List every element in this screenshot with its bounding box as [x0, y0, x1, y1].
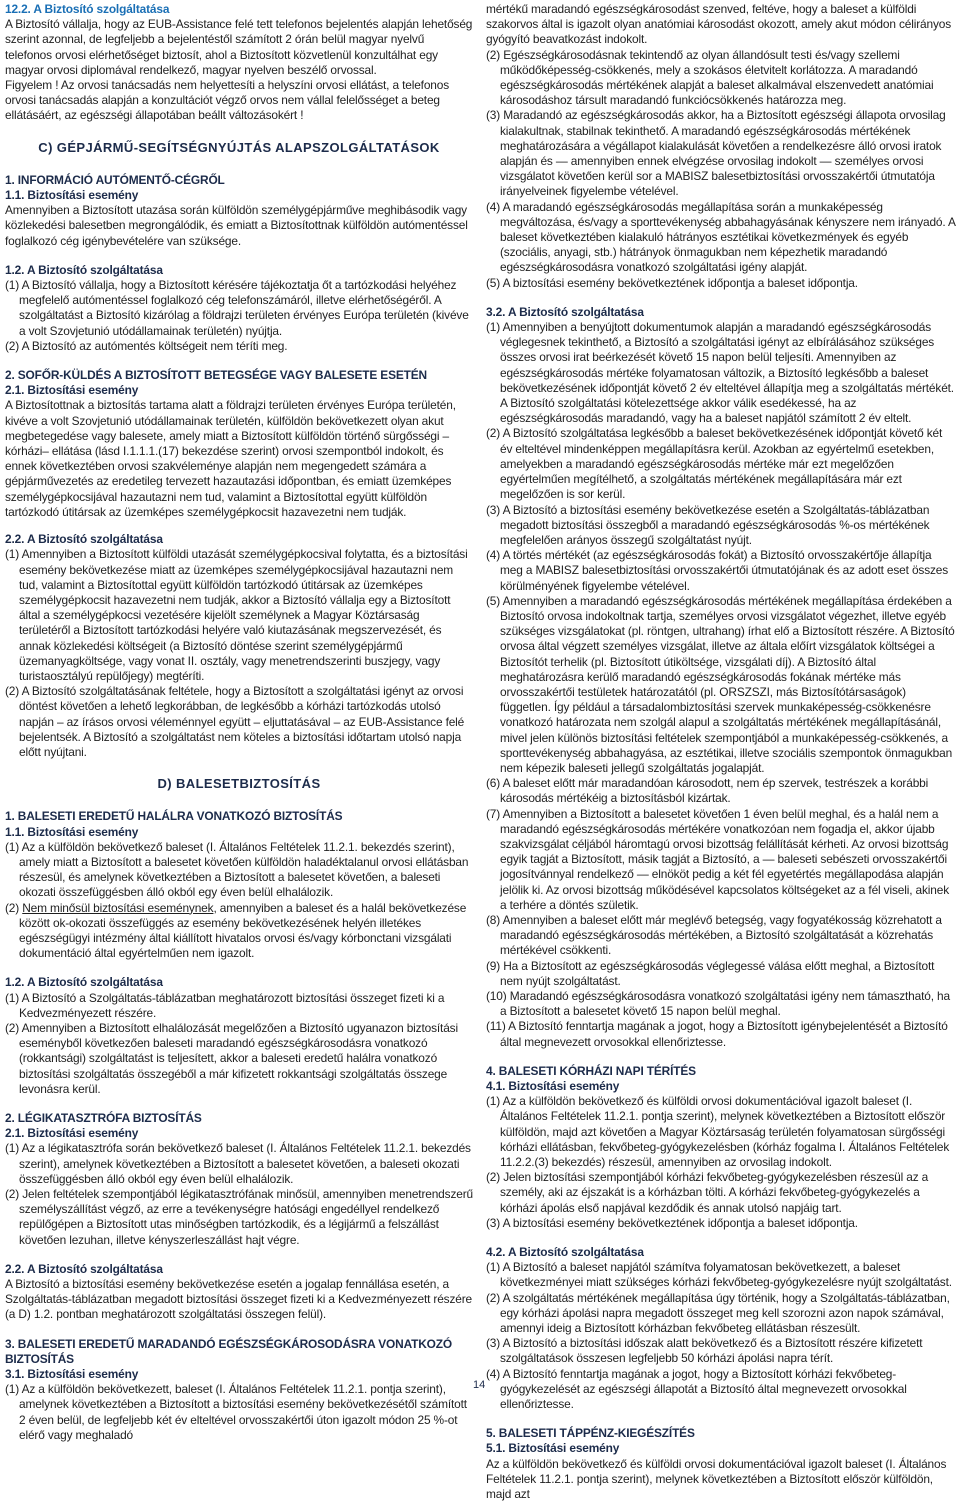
section-heading: 12.2. A Biztosító szolgáltatása [5, 2, 170, 16]
list-item: (10) Maradandó egészségkárosodásra vonatkozó szolgáltatási igény nem támasztható, ha a Biztosított a balesetet követő 15 napon belül meghal. [486, 989, 950, 1019]
subsection-title: 1.1. Biztosítási esemény [5, 824, 139, 839]
list-item: (1) Az a külföldön bekövetkező baleset (I. Általános Feltételek 11.2.1. bekezdés szerint), amely miatt a Biztosított a balesetet követően külföldön haladéktalanul orvosi ellátásban részesül, és amelynek következtében a Biztosított a balesetet követően, a baleseti okozati összefüggésben álló okból egy éven belül elhalálozik. [5, 839, 469, 900]
section-title: 5. BALESETI TÁPPÉNZ-KIEGÉSZÍTÉS [486, 1426, 695, 1441]
list-item: (2) Amennyiben a Biztosított elhalálozását megelőzően a Biztosító ugyanazon biztosítási eseményből következően baleseti maradandó egészségkárosodásra vonatkozó (rokkantsági) szolgáltatást is teljesített, akkor a baleseti eredetű halálra vonatkozó biztosítási szolgáltatás összegéből a már kifizetett rokkantsági szolgáltatás összege levonásra kerül. [5, 1020, 458, 1096]
subsection-title: 3.1. Biztosítási esemény [5, 1367, 139, 1382]
chapter-title-c: C) GÉPJÁRMŰ-SEGÍTSÉGNYÚJTÁS ALAPSZOLGÁLTATÁSOK [38, 139, 440, 155]
subsection-title: 2.2. A Biztosító szolgáltatása [5, 1261, 163, 1276]
list-item: (1) A Biztosító a baleset napjától számítva folyamatosan bekövetkezett, a baleset következményei miatt szükséges kórházi fekvőbeteg-gyógykezelésre nyújt szolgáltatást. [486, 1260, 952, 1290]
subsection-title: 2.1. Biztosítási esemény [5, 1126, 139, 1141]
item-rest: , amennyiben a baleset és a halál bekövetkezése között ok-okozati összefüggés az esemény bekövetkezésének helyén illetékes egészségügyi intézmény által kiállított hivatalos orvosi és/vagy kórbonctani vizsgálati dokumentáció által egyértelműen nem igazolt. [19, 900, 467, 961]
list-item: (4) A törtés mértékét (az egészségkárosodás fokát) a Biztosító orvosszakértője állapítja meg a MABISZ balesetbiztosítási orvosszakértői útmutatójának és az adott eset összes körülményének figyelembe vételével. [486, 548, 949, 593]
subsection-title: 1.1. Biztosítási esemény [5, 188, 139, 203]
list-item: (3) A biztosítási esemény bekövetkeztének időpontja a baleset időpontja. [486, 1215, 858, 1230]
subsection-title: 1.2. A Biztosító szolgáltatása [5, 975, 163, 990]
list-item: (4) A Biztosító fenntartja magának a jogot, hogy a Biztosított kórházi fekvőbeteg-gyógykezelését az egészségi állapotát a Biztosító által megnevezett orvosokkal ellenőriztesse. [486, 1366, 907, 1412]
list-item: (2) A Biztosító az autómentés költségeit nem téríti meg. [5, 338, 288, 353]
list-item: (1) A Biztosító a Szolgáltatás-táblázatban meghatározott biztosítási összeget fizeti ki a Kedvezményezett részére. [5, 990, 445, 1020]
section-title: 4. BALESETI KÓRHÁZI NAPI TÉRÍTÉS [486, 1063, 696, 1078]
list-item: (1) Az a légikatasztrófa során bekövetkező baleset (I. Általános Feltételek 11.2.1. bekezdés szerint), amelynek következtében a Biztosított a balesetet követően, a baleseti okozati összefüggésben álló okból egy éven belül elhalálozik. [5, 1141, 471, 1186]
section-title: 1. BALESETI EREDETŰ HALÁLRA VONATKOZÓ BIZTOSÍTÁS [5, 809, 343, 824]
list-item: (3) Maradandó az egészségkárosodás akkor, ha a Biztosított egészségi állapota orvosilag kialakultnak, stabilnak tekinthető. A maradandó egészségkárosodás mértékének meghatározására a végállapot kialakulását követően a rendelkezésre álló orvosi iratok alapján és — amennyiben ennek elvégzése orvosilag indokolt — személyes orvosi vizsgálatot követően kerül sor a MABISZ balesetbiztosítási orvosszakértői útmutatója irányelveinek figyelembe vételével. [486, 108, 946, 199]
paragraph: Az a külföldön bekövetkező és külföldi orvosi dokumentációval igazolt baleset (I. Általános Feltételek 11.2.1. pontja szerint), melynek következtében a Biztosított először külföldön, majd azt [486, 1456, 947, 1502]
list-item: (5) Amennyiben a maradandó egészségkárosodás mértékének megállapítása érdekében a Biztosító orvosa indokoltnak tartja, személyes orvosi vizsgálatot végezhet, illetve egyéb szükséges vizsgálatokat (pl. röntgen, ultrahang) írhat elő a Biztosított részére. A Biztosító orvosa által végzett személyes vizsgálat, illetve az általa előírt vizsgálatok költségei a Biztosítót terhelik (pl. Biztosított útiköltsége, vizsgálati díj). A Biztosító által meghatározásra kerülő maradandó egészségkárosodás fokának mértéke más orvosszakértői testületek határozatától (pl. ORSZSZI, más Biztosítótársaságok) független. Így például a társadalombiztosítási szervek munkaképesség-csökkenésre vonatkozó határozata nem szolgál alapul a szolgáltatás mértékének megállapításánál, mivel jelen különös biztosítási feltételek szempontjából a munkaképesség-csökkenés, a sporttevékenység abbahagyása, az esztétikai, illetve szociális szempontok önmagukban nem képezik baleseti jellegű szolgáltatás jogalapját. [486, 593, 955, 775]
list-item: (11) A Biztosító fenntartja magának a jogot, hogy a Biztosított igénybejelentését a Biztosító által megnevezett orvosokkal ellenőriztesse. [486, 1019, 948, 1049]
list-item: (4) A maradandó egészségkárosodás megállapítása során a munkaképesség megváltozása, és/vagy a sporttevékenység abbahagyásának kényszere nem irányadó. A baleset következtében kialakuló hátrányos esztétikai következmények és egyéb (szociális, anyagi, stb.) hátrányok önmagukban nem képezhetik maradandó egészségkárosodásra vonatkozó szolgáltatási igény alapját. [486, 199, 956, 275]
subsection-title: 2.2. A Biztosító szolgáltatása [5, 532, 163, 547]
list-item: (7) Amennyiben a Biztosított a balesetet követően 1 éven belül meghal, és a halál nem a maradandó egészségkárosodás mértékére vonatkozóan nem fogadja el, akkor újabb szakvizsgálat céljából háromtagú orvosi bizottság felállítását kérheti. Az orvosi bizottság egyik tagját a Biztosított, másik tagját a Biztosító, a — baleseti sebészeti orvosszakértői jogosítvánnyal rendelkező — elnököt pedig a két fél egyetértés megállapodása alapján jelölik ki. Az orvosi bizottság működésével kapcsolatos költségeket az a fél viseli, akinek a terhére a döntés születik. [486, 806, 949, 912]
list-item: (3) A Biztosító a biztosítási időszak alatt bekövetkező és a Biztosított részére kifizetett szolgáltatások összesen legfeljebb 50 kórházi ápolási napra térít. [486, 1336, 923, 1366]
list-item: (2) A Biztosító szolgáltatásának feltétele, hogy a Biztosított a szolgáltatási igényt az orvosi döntést követően a lehető legkorábban, de legkésőbb a kórházi tartózkodás utolsó napján – az írásos orvosi véleménnyel együtt – eljuttatásával – az EUB-Assistance felé bejelentsék. A Biztosító a szolgáltatást nem köteles a biztosítási időtartam utolsó napja előtt nyújtani. [5, 684, 465, 759]
list-item: (5) A biztosítási esemény bekövetkeztének időpontja a baleset időpontja. [486, 275, 858, 290]
paragraph: mértékű maradandó egészségkárosodást szenved, feltéve, hogy a baleset a külföldi szakorvos által is igazolt olyan anatómiai károsodást okozott, amely akut módon célirányos gyógyító beavatkozást indokolt. [486, 2, 952, 47]
list-item: (1) Amennyiben a benyújtott dokumentumok alapján a maradandó egészségkárosodás véglegesnek tekinthető, a Biztosító a szolgáltatási igényt az elbírálásához szükséges összes orvosi irat beérkezését követő 15 napon belül teljesíti. Amennyiben az egészségkárosodás mértéke folyamatosan változik, a Biztosító legkésőbb a baleset bekövetkezésének időpontját követő 2 év elteltével állapítja meg a szolgáltatás mértékét. A Biztosító szolgáltatási kötelezettsége akkor válik esedékessé, ha az egészségkárosodás maradandó, vagy ha a baleset napjától számított 2 év eltelt. [486, 320, 954, 426]
list-item: (9) Ha a Biztosított az egészségkárosodás véglegessé válása előtt meghal, a Biztosított nem nyújt szolgáltatást. [486, 958, 935, 988]
paragraph: A Biztosító a biztosítási esemény bekövetkezése esetén a jogalap fennállása esetén, a Szolgáltatás-táblázatban megadott biztosítási összeget fizeti ki a Kedvezményezett részére (a D) 1.2. pontban meghatározott szolgáltatási összegen felül). [5, 1277, 473, 1322]
warning-paragraph: Figyelem ! Az orvosi tanácsadás nem helyettesíti a helyszíni orvosi ellátást, a telefonos orvosi tanácsadás alapján a konzultációt végző orvos nem vállal felelősséget a beteg ellátásáért, az egészségi állapotában beállt változásokért ! [5, 78, 450, 123]
list-item: (2) A szolgáltatás mértékének megállapítása úgy történik, hogy a Szolgáltatás-táblázatban, egy kórházi ápolási napra megadott összeget meg kell szorozni azon napok számával, amennyi ideig a Biztosított kórházban fekvőbeteg ellátásban részesült. [486, 1290, 950, 1336]
list-item: (1) Amennyiben a Biztosított külföldi utazását személygépkocsival folytatta, és a biztosítási esemény bekövetkezése miatt az üzemképes személygépkocsijával hazautazni nem tud, valamint a Biztosítottal együtt külföldön tartózkodó útitársak az üzemképes személygépkocsit hazavezetni nem tudják, akkor a Biztosító vállalja egy a Biztosított által a személygépkocsi vezetésére kijelölt személynek a Magyar Köztársaság területéről a Biztosított tartózkodási helyére való kiutazásának megszervezését, és annak közlekedési költségeit (a Biztosító döntése szerint személygépjármű üzemanyagköltsége, vagy vonat II. osztály, vagy menetrendszerinti buszjegy, vagy turistaosztályú repülőjegy) megtéríti. [5, 547, 468, 683]
item-prefix: (2) [5, 900, 23, 915]
subsection-title: 5.1. Biztosítási esemény [486, 1441, 620, 1456]
right-column [486, 2, 956, 1504]
subsection-title: 1.2. A Biztosító szolgáltatása [5, 262, 163, 277]
subsection-title: 4.1. Biztosítási esemény [486, 1079, 620, 1094]
list-item: (1) Az a külföldön bekövetkező és külföldi orvosi dokumentációval igazolt baleset (I. Általános Feltételek 11.2.1. pontja szerint), melynek következtében a Biztosított először külföldön, majd azt követően a Magyar Köztársaság területén folyamatosan sürgősségi kórházi ellátásban, fekvőbeteg-gyógykezelésben (kórház fogalma I. Általános Feltételek 11.2.2.(3) bekezdés) részesül, amennyiben az orvosilag indokolt. [486, 1094, 950, 1170]
list-item: (2) A Biztosító szolgáltatása legkésőbb a baleset bekövetkezésének időpontját követő két év elteltével mindenképpen megállapításra kerül. Azokban az egyértelmű esetekben, amelyekben a maradandó egészségkárosodás mértéke már ezt megelőzően egyértelműen megítélhető, a szolgáltatás mértékének megállapítására már ezt megelőzően is sor kerül. [486, 426, 943, 502]
section-title: 2. LÉGIKATASZTRÓFA BIZTOSÍTÁS [5, 1111, 202, 1125]
list-item: (2) Jelen biztosítási szempontjából kórházi fekvőbeteg-gyógykezelésben részesül az a személy, aki az éjszakát is a kórházban tölti. A kórházi fekvőbeteg-gyógykezelés a kórházi ápolás első napjával kezdődik és annak utolsó napjáig tart. [486, 1170, 929, 1215]
list-item: (1) A Biztosító vállalja, hogy a Biztosított kérésére tájékoztatja őt a tartózkodási helyéhez megfelelő autómentéssel foglalkozó cég telefonszámáról, illetve elérhetőségéről. A szolgáltatást a Biztosító kizárólag a földrajzi területen érvényes Európa területén (kivéve a volt Szovjetunió utódállamainak területén) nyújtja. [5, 278, 469, 338]
paragraph: A Biztosítottnak a biztosítás tartama alatt a földrajzi területen érvényes Európa területén, kivéve a volt Szovjetunió utódállamainak területén, külföldön bekövetkezett olyan akut megbetegedése vagy balesete, amely miatt a Biztosított külföldön történő sürgősségi –kórházi– ellátása (lásd I.1.1.1.(17) bekezdése szerint) orvosi szempontból indokolt, és ennek következtében orvosi szakvéleménye alapján nem megengedett számára a gépjárművezetés az eredetileg tervezett hazautazási időpontban, és emiatt üzemképes személygépkocsijával hazautazni nem tud, valamint a Biztosítottal együtt külföldön tartózkodó útitársak az üzemképes személygépkocsit hazavezetni nem tudják. [5, 398, 456, 519]
left-column [5, 2, 473, 1445]
list-item: (6) A baleset előtt már maradandóan károsodott, nem ép szervek, testrészek a korábbi károsodás mértékéig a biztosításból kizártak. [486, 776, 929, 806]
subsection-title: 4.2. A Biztosító szolgáltatása [486, 1245, 644, 1260]
section-title: 1. INFORMÁCIÓ AUTÓMENTŐ-CÉGRŐL [5, 172, 225, 187]
list-item: (2) Egészségkárosodásnak tekintendő az olyan állandósult testi és/vagy szellemi működőképesség-csökkenés, mely a szokásos életvitelt korlátozza. A maradandó egészségkárosodás mértékének alapját a baleset alkalmával elszenvedett anatómiai károsodáshoz társult maradandó funkciócsökkenés határozza meg. [486, 47, 934, 108]
page-number: 14 [473, 1379, 486, 1391]
subsection-title: 2.1. Biztosítási esemény [5, 383, 139, 398]
paragraph: A Biztosító vállalja, hogy az EUB-Assistance felé tett telefonos bejelentés alapján lehetőség szerint azonnal, de legfeljebb a bejelentéstől számított 2 órán belül magyar nyelvű telefonos orvosi elérhetőséget biztosít, ahol a Biztosított közvetlenül konzultálhat egy magyar orvosi diplomával rendelkező, magyar nyelven beszélő orvossal. [5, 17, 473, 77]
list-item: (8) Amennyiben a baleset előtt már meglévő betegség, vagy fogyatékosság közrehatott a maradandó egészségkárosodás mértékében, a Biztosító szolgáltatását a közrehatás mértékével csökkenti. [486, 912, 942, 958]
chapter-title-d: D) BALESETBIZTOSÍTÁS [157, 776, 321, 792]
list-item [5, 901, 473, 962]
subsection-title: 3.2. A Biztosító szolgáltatása [486, 304, 644, 319]
underlined-text: Nem minősül biztosítási eseménynek [22, 900, 214, 915]
list-item: (3) A Biztosító a biztosítási esemény bekövetkezése esetén a Szolgáltatás-táblázatban megadott biztosítási összegből a maradandó egészségkárosodás %-os mértékének megfelelően arányos összegű szolgáltatást nyújt. [486, 502, 930, 547]
paragraph: Amennyiben a Biztosított utazása során külföldön személygépjárműve meghibásodik vagy közlekedési balesetben megrongálódik, és emiatt a Biztosítottnak külföldön autómentéssel foglalkozó cég igénybevételére van szüksége. [5, 203, 468, 248]
section-title: 2. SOFŐR-KÜLDÉS A BIZTOSÍTOTT BETEGSÉGE VAGY BALESETE ESETÉN [5, 368, 427, 383]
list-item: (1) Az a külföldön bekövetkezett, baleset (I. Általános Feltételek 11.2.1. pontja szerint), amelynek következtében a Biztosított a biztosítási esemény bekövetkezésétől számított 2 éven belül, de legfeljebb két év elteltével orvosszakértői úton igazolt módon 25 %-ot elérő vagy meghaladó [5, 1382, 467, 1442]
section-title: 3. BALESETI EREDETŰ MARADANDÓ EGÉSZSÉGKÁROSODÁSRA VONATKOZÓ BIZTOSÍTÁS [5, 1336, 452, 1366]
list-item: (2) Jelen feltételek szempontjából légikatasztrófának minősül, amennyiben menetrendszerű személyszállítást végző, az erre a tevékenységre hatósági engedéllyel rendelkező repülőgépen a Biztosított utas minőségben tartózkodik, és a légijármű a felszállást követően lezuhan, illetve kényszerleszállást hajt végre. [5, 1187, 473, 1247]
